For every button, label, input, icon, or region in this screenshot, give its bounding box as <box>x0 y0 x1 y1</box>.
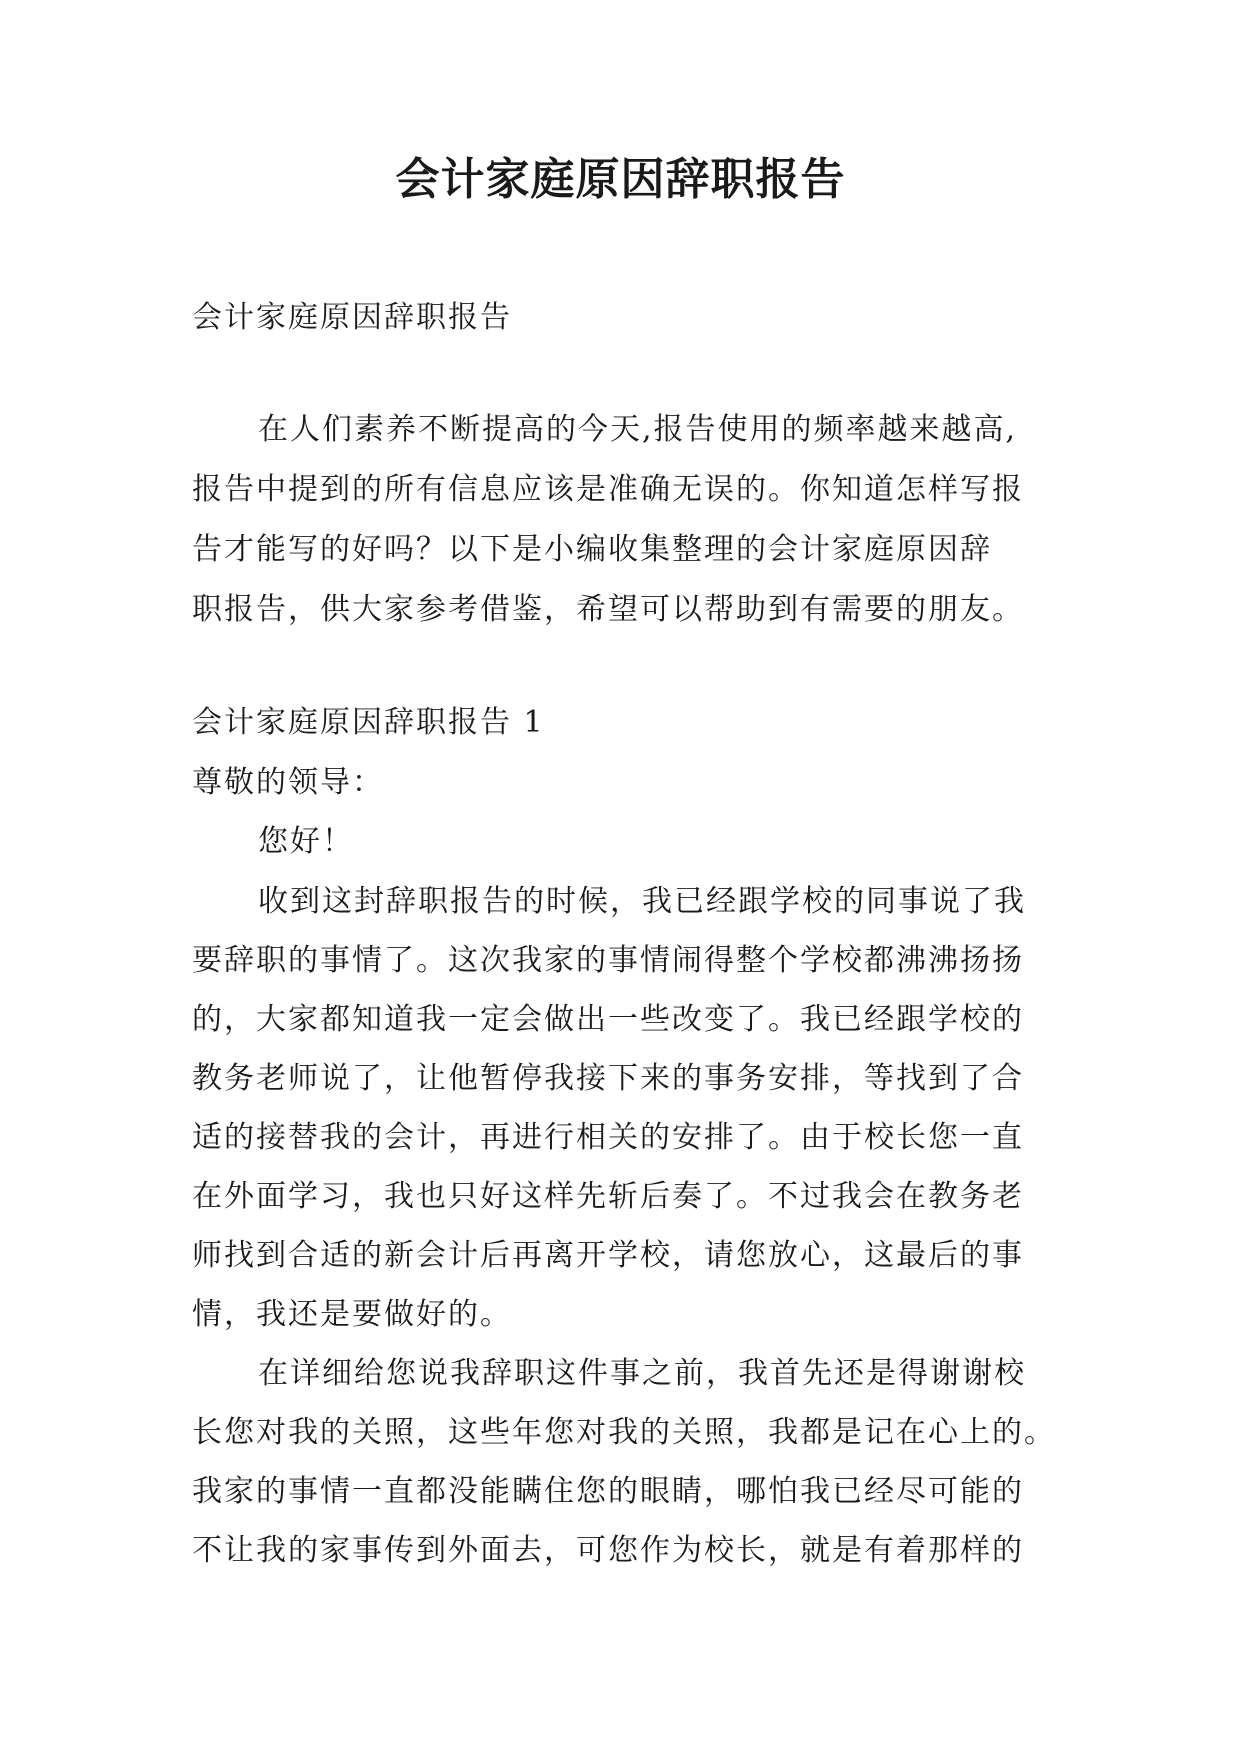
paragraph-line: 适的接替我的会计，再进行相关的安排了。由于校长您一直 <box>192 1120 1024 1155</box>
document-title: 会计家庭原因辞职报告 <box>395 154 846 205</box>
document-subtitle: 会计家庭原因辞职报告 <box>192 300 512 335</box>
paragraph-line: 在详细给您说我辞职这件事之前，我首先还是得谢谢校 <box>258 1356 1026 1391</box>
paragraph-line: 的，大家都知道我一定会做出一些改变了。我已经跟学校的 <box>192 1002 1024 1037</box>
paragraph-line: 情，我还是要做好的。 <box>192 1297 512 1332</box>
intro-line: 报告中提到的所有信息应该是准确无误的。你知道怎样写报 <box>192 472 1024 507</box>
salutation: 尊敬的领导： <box>192 765 384 800</box>
intro-line: 告才能写的好吗？以下是小编收集整理的会计家庭原因辞 <box>192 532 992 567</box>
paragraph-line: 长您对我的关照，这些年您对我的关照，我都是记在心上的。 <box>192 1415 1056 1450</box>
paragraph-line: 我家的事情一直都没能瞒住您的眼睛，哪怕我已经尽可能的 <box>192 1474 1024 1509</box>
intro-line: 职报告，供大家参考借鉴，希望可以帮助到有需要的朋友。 <box>192 592 1024 627</box>
paragraph-line: 师找到合适的新会计后再离开学校，请您放心，这最后的事 <box>192 1238 1024 1273</box>
section-heading: 会计家庭原因辞职报告 1 <box>192 705 545 740</box>
paragraph-line: 教务老师说了，让他暂停我接下来的事务安排，等找到了合 <box>192 1061 1024 1096</box>
intro-line: 在人们素养不断提高的今天,报告使用的频率越来越高, <box>258 412 1018 447</box>
paragraph-line: 收到这封辞职报告的时候，我已经跟学校的同事说了我 <box>258 884 1026 919</box>
paragraph-line: 不让我的家事传到外面去，可您作为校长，就是有着那样的 <box>192 1533 1024 1568</box>
paragraph-line: 要辞职的事情了。这次我家的事情闹得整个学校都沸沸扬扬 <box>192 943 1024 978</box>
greeting: 您好！ <box>258 824 354 859</box>
paragraph-line: 在外面学习，我也只好这样先斩后奏了。不过我会在教务老 <box>192 1179 1024 1214</box>
